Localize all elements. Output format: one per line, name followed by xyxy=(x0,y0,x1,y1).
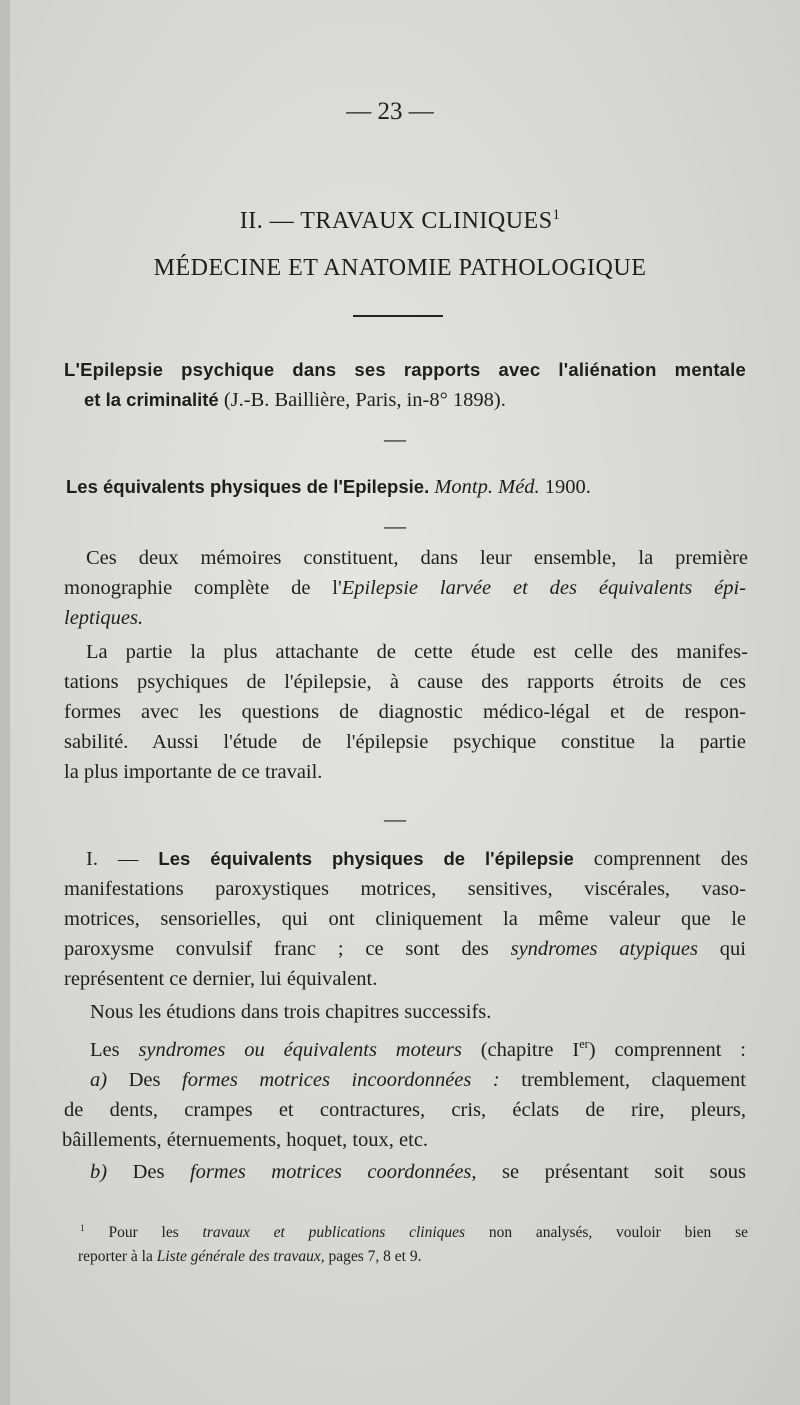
footnote-ref: 1 xyxy=(552,207,561,223)
p2-line4: sabilité. Aussi l'étude de l'épilepsie psychique constitue la partie xyxy=(64,731,746,753)
p1-line2-italic: Epilepsie larvée et des équivalents épi- xyxy=(341,577,746,599)
footnote-f: pages 7, 8 et 9. xyxy=(324,1248,422,1265)
p2-line2: tations psychiques de l'épilepsie, à cause des rapports étroits de ces xyxy=(64,671,746,693)
p4-line: Nous les étudions dans trois chapitres successifs. xyxy=(90,1001,492,1023)
p7-line1 xyxy=(90,1161,746,1184)
footnote-italic-2: Liste générale des travaux, xyxy=(156,1248,325,1265)
p3-line4 xyxy=(64,938,746,961)
footnote-italic-1: travaux et publications cliniques xyxy=(202,1224,466,1241)
p6-a: Des xyxy=(107,1069,182,1091)
p5-c: (chapitre I xyxy=(461,1039,580,1061)
p6-c: tremblement, claquement xyxy=(499,1069,746,1091)
p1-line2 xyxy=(64,577,746,600)
footnote-c: non analysés, vouloir bien se xyxy=(465,1224,749,1241)
p7-italic: formes motrices coordonnées, xyxy=(189,1161,477,1183)
p7-a: Des xyxy=(107,1161,190,1183)
section-title-text: II. — TRAVAUX CLINIQUES xyxy=(239,208,553,234)
p1-line1: Ces deux mémoires constituent, dans leur ensemble, la première xyxy=(86,547,748,569)
p3-line1 xyxy=(86,848,748,871)
p2-line5: la plus importante de ce travail. xyxy=(64,761,323,783)
footnote-line2 xyxy=(78,1248,422,1266)
footnote-marker: 1 xyxy=(80,1223,85,1234)
p3-line4-c: qui xyxy=(697,938,746,960)
p1-line2-text: monographie complète de l' xyxy=(64,577,342,599)
section-subtitle: MÉDECINE ET ANATOMIE PATHOLOGIQUE xyxy=(153,255,647,281)
p3-line1-rest: comprennent des xyxy=(573,848,749,870)
entry-2-title-bold: Les équivalents physiques de l'Epilepsie. xyxy=(66,476,430,497)
p5-a: Les xyxy=(90,1039,139,1061)
p3-line3: motrices, sensorielles, qui ont cliniquement la même valeur que le xyxy=(64,908,746,930)
p5-d: ) comprennent : xyxy=(588,1039,746,1061)
p6-italic: formes motrices incoordonnées : xyxy=(182,1069,500,1091)
p3-line4-italic: syndromes atypiques xyxy=(510,938,698,960)
p6-line1 xyxy=(90,1069,746,1092)
p3-line2: manifestations paroxystiques motrices, sensitives, viscérales, vaso- xyxy=(64,878,746,900)
page-number: — 23 — xyxy=(346,98,434,125)
p2-line1: La partie la plus attachante de cette étude est celle des manifes- xyxy=(86,641,748,663)
p6-line3: bâillements, éternuements, hoquet, toux, etc. xyxy=(62,1129,429,1151)
entry-2-year: 1900. xyxy=(539,476,591,498)
footnote-a: Pour les xyxy=(84,1224,203,1241)
p7-c: se présentant soit sous xyxy=(476,1161,746,1183)
section-title xyxy=(0,208,800,235)
separator-dash: — xyxy=(384,513,406,538)
p6-label: a) xyxy=(90,1069,108,1091)
entry-1-title-line1: L'Epilepsie psychique dans ses rapports avec l'aliénation mentale xyxy=(64,359,746,380)
p3-number: I. — xyxy=(86,848,139,870)
p1-line3-italic: leptiques. xyxy=(64,607,144,629)
separator-dash: — xyxy=(384,806,406,831)
p6-line2: de dents, crampes et contractures, cris, éclats de rire, pleurs, xyxy=(64,1099,746,1121)
footnote-line1 xyxy=(80,1224,748,1242)
entry-1-title-line2 xyxy=(84,389,506,412)
footnote-d: reporter à la xyxy=(78,1248,157,1265)
section-rule xyxy=(353,315,443,317)
p7-label: b) xyxy=(90,1161,108,1183)
entry-2-journal: Montp. Méd. xyxy=(434,476,540,498)
p2-line3: formes avec les questions de diagnostic médico-légal et de respon- xyxy=(64,701,746,723)
p5-italic: syndromes ou équivalents moteurs xyxy=(138,1039,462,1061)
p1-line3 xyxy=(64,607,143,630)
p5-sup: er xyxy=(579,1037,589,1052)
p3-line5: représentent ce dernier, lui équivalent. xyxy=(64,968,378,990)
entry-1-title-bold: et la criminalité xyxy=(84,389,219,410)
entry-2-title xyxy=(66,476,591,499)
p3-bold-heading: Les équivalents physiques de l'épilepsie xyxy=(158,848,574,869)
p5-line xyxy=(90,1039,746,1062)
p3-line4-a: paroxysme convulsif franc ; ce sont des xyxy=(64,938,511,960)
separator-dash: — xyxy=(384,426,406,451)
entry-1-publisher: (J.-B. Baillière, Paris, in-8° 1898). xyxy=(218,389,506,411)
